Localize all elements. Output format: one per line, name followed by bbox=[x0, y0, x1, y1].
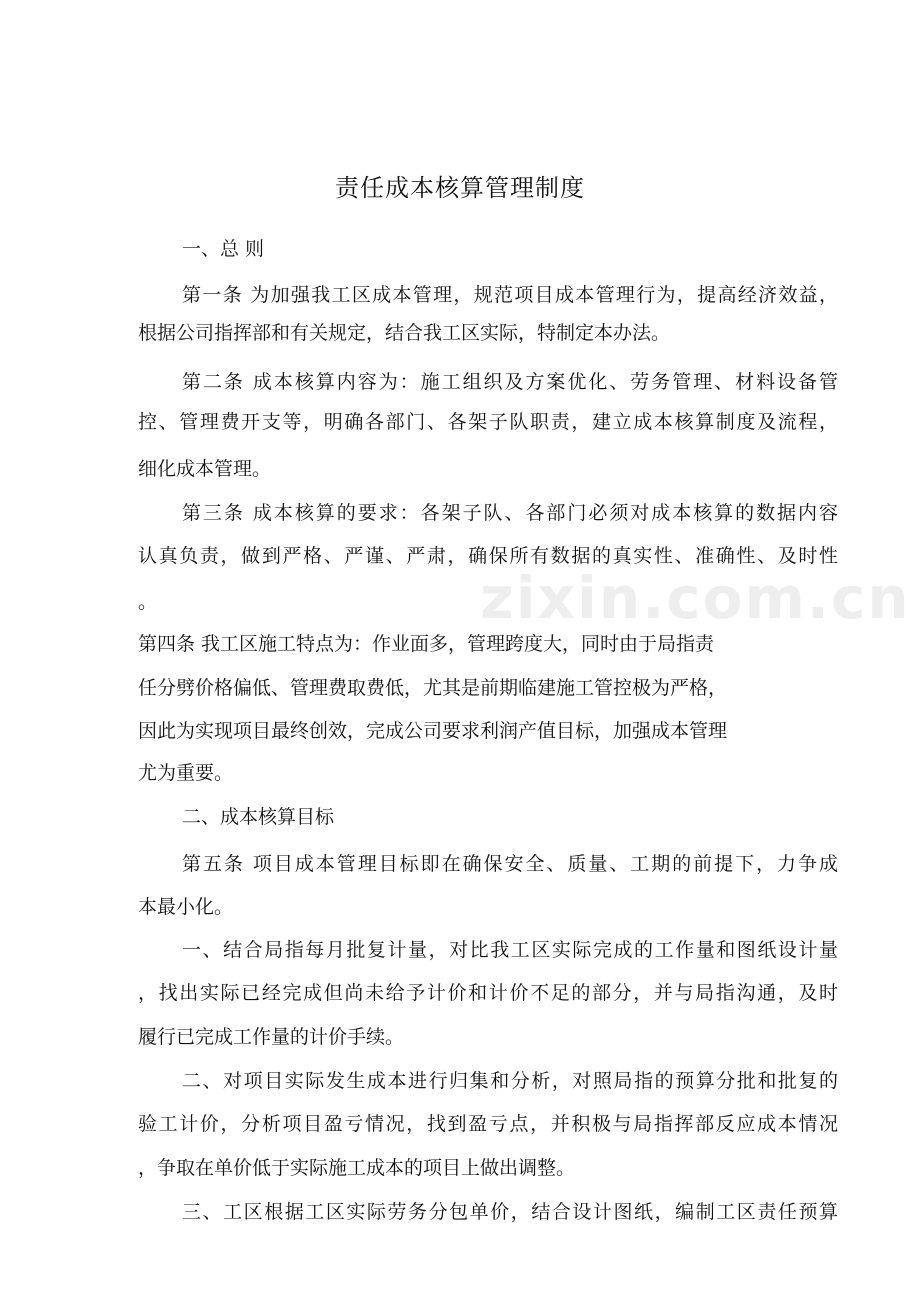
watermark: zixin.com.cn bbox=[480, 564, 911, 632]
article-5-line-2: 本最小化。 bbox=[138, 896, 234, 918]
article-4-line-2: 任分劈价格偏低、管理费取费低，尤其是前期临建施工管控极为严格， bbox=[138, 677, 728, 699]
article-2-line-1: 第二条 成本核算内容为：施工组织及方案优化、劳务管理、材料设备管 bbox=[182, 371, 838, 393]
article-3-line-2: 认真负责，做到严格、严谨、严肃，确保所有数据的真实性、准确性、及时性 bbox=[138, 545, 838, 567]
item-3-line-1: 三、工区根据工区实际劳务分包单价，结合设计图纸，编制工区责任预算 bbox=[182, 1201, 838, 1223]
item-2-line-2: 验工计价，分析项目盈亏情况，找到盈亏点，并积极与局指挥部反应成本情况 bbox=[138, 1113, 838, 1135]
article-5-line-1: 第五条 项目成本管理目标即在确保安全、质量、工期的前提下，力争成 bbox=[182, 853, 838, 875]
document-title: 责任成本核算管理制度 bbox=[335, 174, 585, 202]
item-2-line-1: 二、对项目实际发生成本进行归集和分析，对照局指的预算分批和批复的 bbox=[182, 1070, 838, 1092]
item-1-line-2: ，找出实际已经完成但尚未给予计价和计价不足的部分，并与局指沟通，及时 bbox=[138, 982, 838, 1004]
article-1-line-1: 第一条 为加强我工区成本管理，规范项目成本管理行为，提高经济效益， bbox=[182, 284, 838, 306]
article-3-line-3: 。 bbox=[138, 591, 158, 613]
article-4-line-1: 第四条 我工区施工特点为：作业面多，管理跨度大，同时由于局指责 bbox=[138, 633, 715, 655]
item-1-line-3: 履行已完成工作量的计价手续。 bbox=[138, 1026, 405, 1048]
article-4-line-4: 尤为重要。 bbox=[138, 762, 234, 784]
article-3-line-1: 第三条 成本核算的要求：各架子队、各部门必须对成本核算的数据内容 bbox=[182, 502, 838, 524]
article-4-line-3: 因此为实现项目最终创效，完成公司要求利润产值目标，加强成本管理 bbox=[138, 720, 728, 742]
article-2-line-2: 控、管理费开支等，明确各部门、各架子队职责，建立成本核算制度及流程， bbox=[138, 411, 838, 433]
item-2-line-3: ，争取在单价低于实际施工成本的项目上做出调整。 bbox=[138, 1157, 576, 1179]
section-heading-cost-target: 二、成本核算目标 bbox=[182, 806, 335, 828]
article-1-line-2: 根据公司指挥部和有关规定，结合我工区实际，特制定本办法。 bbox=[138, 322, 671, 344]
section-heading-general: 一、总 则 bbox=[182, 238, 265, 260]
item-1-line-1: 一、结合局指每月批复计量，对比我工区实际完成的工作量和图纸设计量 bbox=[182, 939, 838, 961]
article-2-line-3: 细化成本管理。 bbox=[138, 458, 272, 480]
